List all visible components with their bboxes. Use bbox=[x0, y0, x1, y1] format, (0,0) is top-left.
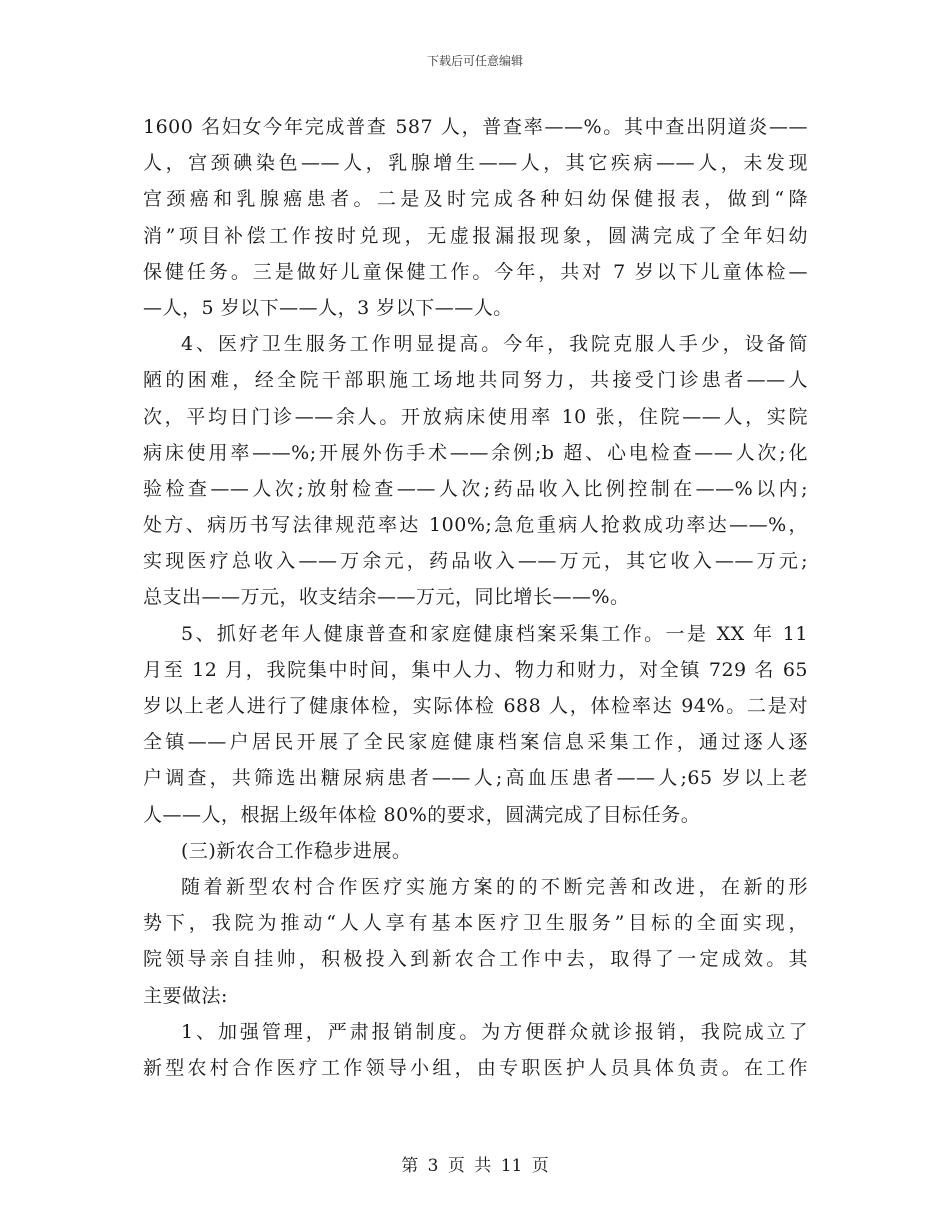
text-line: 陋的困难，经全院干部职施工场地共同努力，共接受门诊患者——人 bbox=[143, 369, 808, 392]
text-line: 随着新型农村合作医疗实施方案的的不断完善和改进，在新的形 bbox=[181, 875, 808, 898]
text-line: 1、加强管理，严肃报销制度。为方便群众就诊报销，我院成立了 bbox=[181, 1020, 808, 1043]
page-number-footer: 第 3 页 共 11 页 bbox=[401, 1156, 549, 1176]
text-line: 月至 12 月，我院集中时间，集中人力、物力和财力，对全镇 729 名 65 bbox=[143, 658, 808, 681]
text-line: 验检查——人次;放射检查——人次;药品收入比例控制在——%以内; bbox=[143, 477, 808, 500]
text-line: 4、医疗卫生服务工作明显提高。今年，我院克服人手少，设备简 bbox=[181, 333, 808, 356]
text-line: —人，5 岁以下——人，3 岁以下——人。 bbox=[143, 296, 513, 319]
text-line: 宫颈癌和乳腺癌患者。二是及时完成各种妇幼保健报表，做到“降 bbox=[143, 188, 808, 211]
text-line: 处方、病历书写法律规范率达 100%;急危重病人抢救成功率达——%， bbox=[143, 514, 808, 537]
page-header-note: 下载后可任意编辑 bbox=[426, 54, 523, 68]
text-line: 全镇——户居民开展了全民家庭健康档案信息采集工作，通过逐人逐 bbox=[143, 731, 808, 754]
document-body bbox=[143, 109, 808, 1086]
text-line: 次，平均日门诊——余人。开放病床使用率 10 张，住院——人，实院 bbox=[143, 405, 808, 428]
text-line: 户调查，共筛选出糖尿病患者——人;高血压患者——人;65 岁以上老 bbox=[143, 767, 808, 790]
text-line: 保健任务。三是做好儿童保健工作。今年，共对 7 岁以下儿童体检— bbox=[143, 260, 808, 283]
text-line: 人，宫颈碘染色——人，乳腺增生——人，其它疾病——人，未发现 bbox=[143, 152, 808, 175]
text-line: 新型农村合作医疗工作领导小组，由专职医护人员具体负责。在工作 bbox=[143, 1056, 808, 1079]
text-line: 实现医疗总收入——万余元，药品收入——万元，其它收入——万元; bbox=[143, 550, 808, 573]
section-heading: (三)新农合工作稳步进展。 bbox=[181, 839, 412, 862]
text-line: 1600 名妇女今年完成普查 587 人，普查率——%。其中查出阴道炎—— bbox=[143, 116, 808, 138]
text-line: 势下，我院为推动“人人享有基本医疗卫生服务”目标的全面实现， bbox=[143, 912, 808, 935]
text-line: 总支出——万元，收支结余——万元，同比增长——%。 bbox=[143, 586, 630, 609]
text-line: 岁以上老人进行了健康体检，实际体检 688 人，体检率达 94%。二是对 bbox=[143, 695, 808, 717]
text-line: 主要做法: bbox=[143, 984, 228, 1007]
text-line: 院领导亲自挂帅，积极投入到新农合工作中去，取得了一定成效。其 bbox=[143, 948, 808, 971]
text-line: 5、抓好老年人健康普查和家庭健康档案采集工作。一是 XX 年 11 bbox=[181, 622, 808, 645]
text-line: 人——人，根据上级年体检 80%的要求，圆满完成了目标任务。 bbox=[143, 803, 701, 826]
text-line: 病床使用率——%;开展外伤手术——余例;b 超、心电检查——人次;化 bbox=[143, 441, 808, 464]
text-line: 消”项目补偿工作按时兑现，无虚报漏报现象，圆满完成了全年妇幼 bbox=[143, 224, 808, 247]
